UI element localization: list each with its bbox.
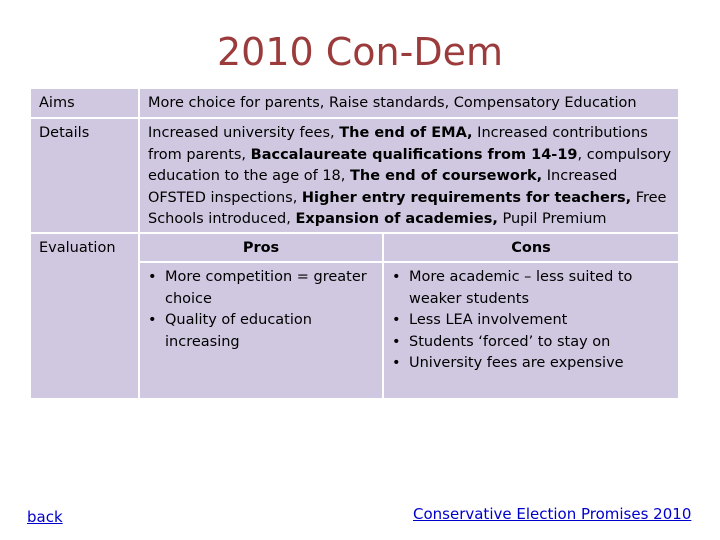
cons-item: • Students ‘forced’ to stay on [384, 332, 678, 354]
back-link[interactable]: back [27, 508, 63, 526]
conservative-election-promises-link[interactable]: Conservative Election Promises 2010 [413, 505, 692, 523]
aims-text: More choice for parents, Raise standards, Compensatory Education [140, 89, 678, 117]
evaluation-label: Evaluation [31, 234, 138, 398]
details-segment: , compulsory education to the age of 18, [148, 146, 672, 184]
pros-item: • Quality of education increasing [140, 310, 382, 353]
details-bold-segment: Higher entry requirements for teachers, [301, 189, 632, 206]
details-bold-segment: The end of EMA, [339, 125, 473, 141]
details-label: Details [31, 119, 138, 232]
details-segment: Increased contributions from parents, [148, 125, 648, 163]
details-segment: Increased OFSTED inspections, [148, 168, 618, 206]
details-bold-segment: Expansion of academies, [295, 211, 498, 227]
pros-item: • More competition = greater choice [140, 267, 382, 310]
cons-cell [384, 263, 678, 398]
details-segment: Pupil Premium [497, 211, 607, 227]
aims-label: Aims [31, 89, 138, 117]
details-segment: Increased university fees, [148, 125, 340, 141]
details-bold-segment: Baccalaureate qualifications from 14-19 [250, 146, 578, 163]
cons-list [384, 267, 678, 375]
details-segment: Free Schools introduced, [148, 189, 667, 227]
cons-item: • Less LEA involvement [384, 310, 678, 332]
cons-header: Cons [384, 234, 678, 261]
details-text [140, 119, 678, 232]
page-title: 2010 Con-Dem [216, 30, 504, 74]
details-bold-segment: The end of coursework, [350, 168, 543, 184]
pros-cell [140, 263, 382, 398]
pros-list [140, 267, 382, 353]
pros-header: Pros [140, 234, 382, 261]
cons-item: • University fees are expensive [384, 353, 678, 375]
cons-item: • More academic – less suited to weaker students [384, 267, 678, 310]
